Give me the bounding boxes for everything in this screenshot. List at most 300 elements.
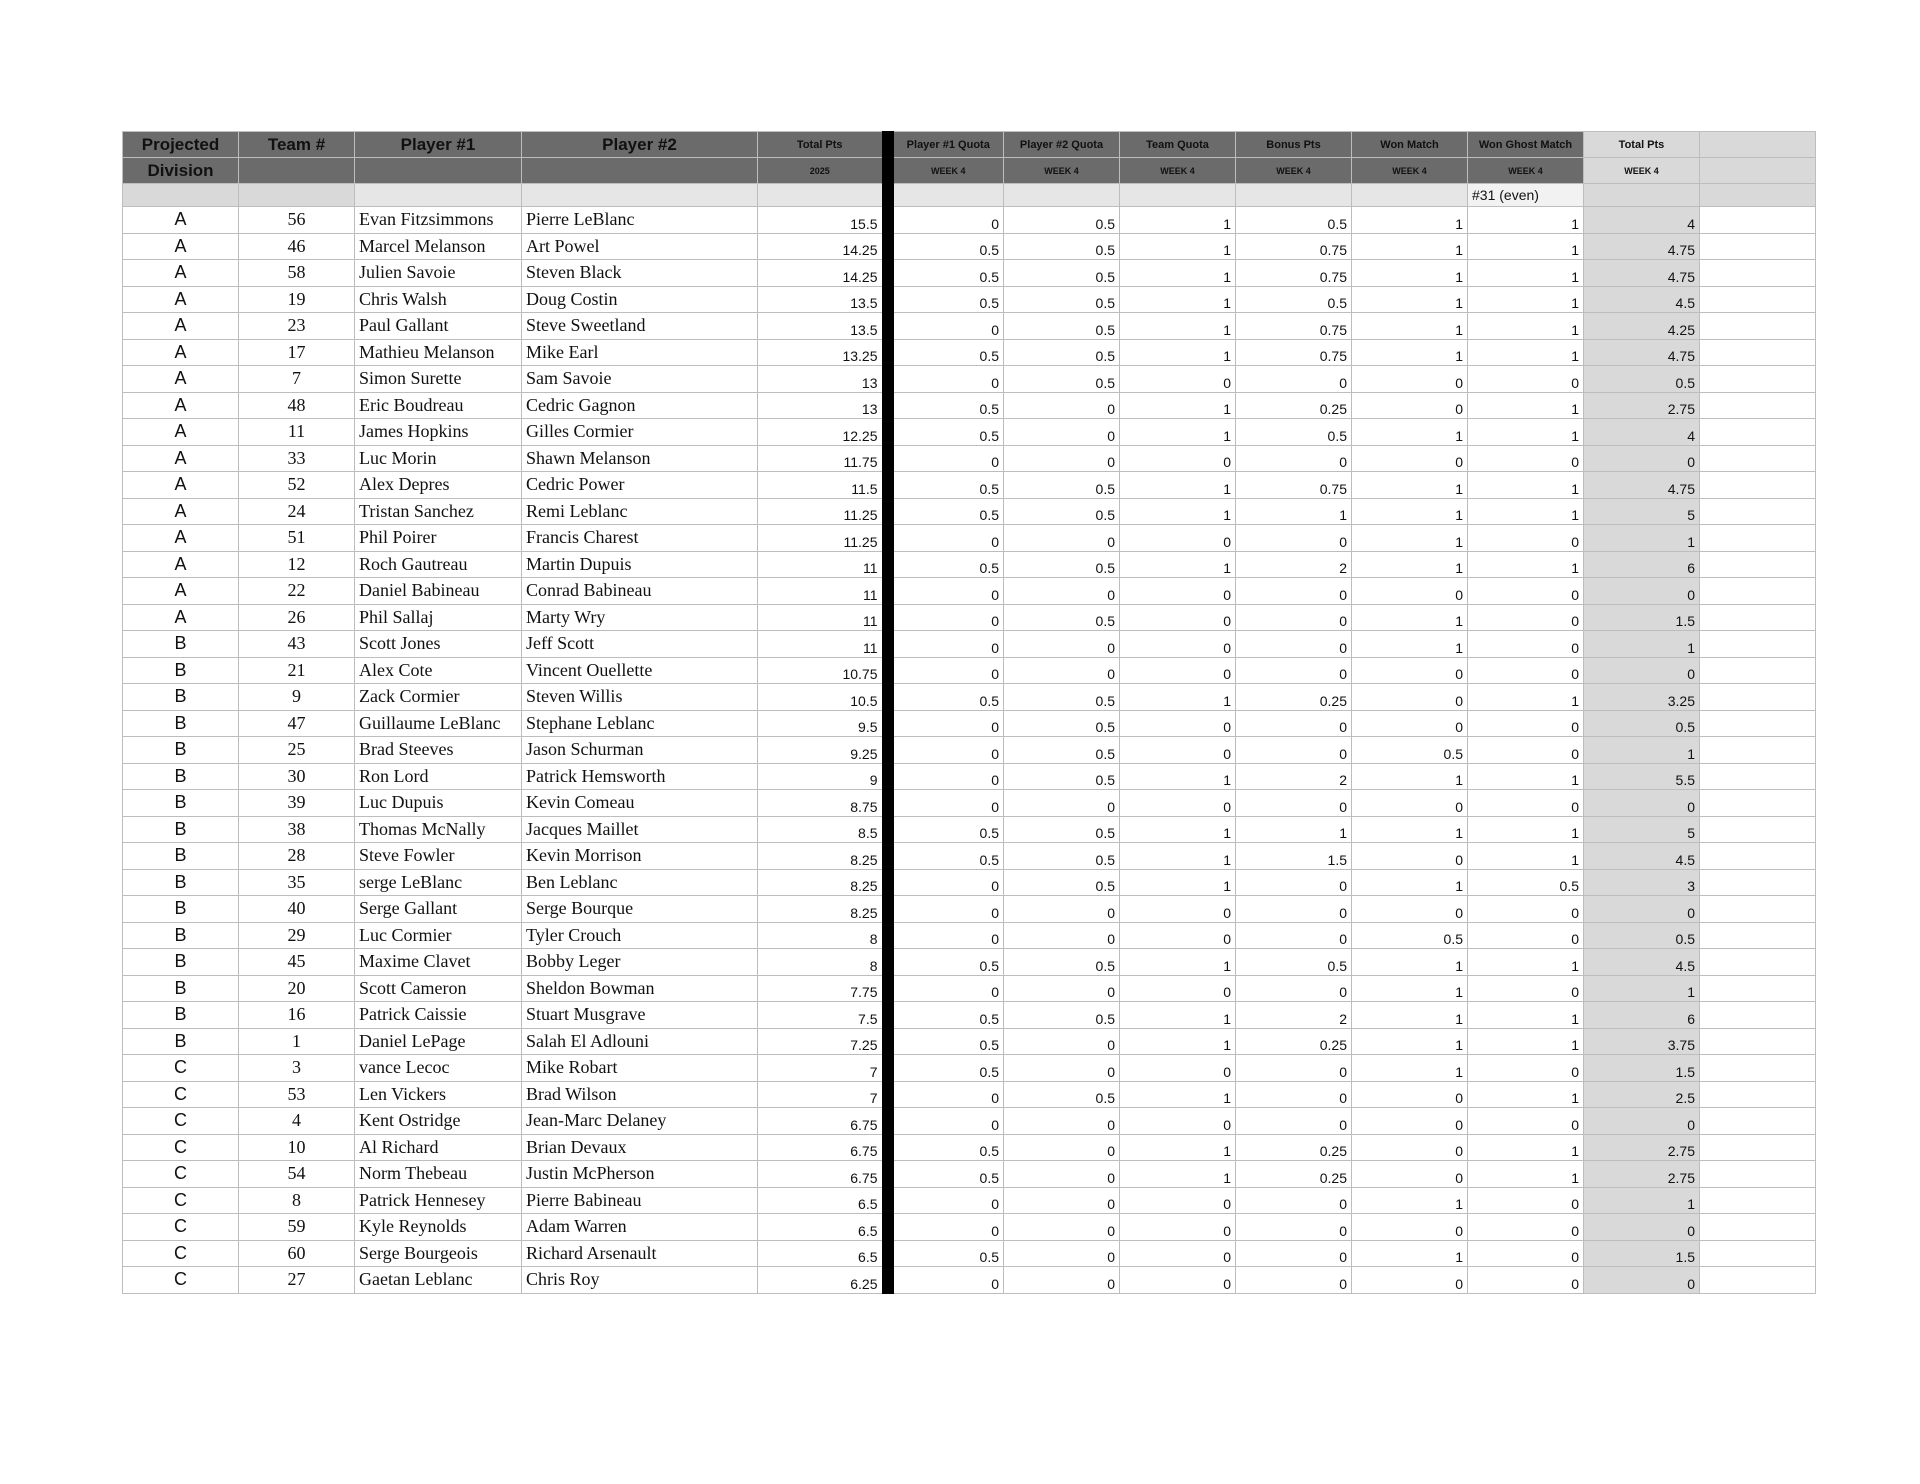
player1-cell: Chris Walsh (355, 286, 522, 313)
won-ghost-cell: 0 (1468, 922, 1584, 949)
p1-quota-cell: 0.5 (888, 1240, 1004, 1267)
table-row (123, 498, 1816, 525)
player1-cell: Kyle Reynolds (355, 1214, 522, 1241)
table-row (123, 445, 1816, 472)
table-row (123, 392, 1816, 419)
table-row (123, 260, 1816, 287)
total-pts-cell: 13.5 (758, 286, 888, 313)
player2-cell: Jacques Maillet (522, 816, 758, 843)
week-total-cell: 3 (1584, 869, 1700, 896)
team-number-cell: 46 (239, 233, 355, 260)
p1-quota-cell: 0 (888, 657, 1004, 684)
won-ghost-cell: 0.5 (1468, 869, 1584, 896)
team-quota-cell: 1 (1120, 419, 1236, 446)
p2-quota-cell: 0 (1004, 419, 1120, 446)
won-ghost-cell: 0 (1468, 1187, 1584, 1214)
week-total-cell: 4.75 (1584, 339, 1700, 366)
division-cell: A (123, 578, 239, 605)
table-row (123, 1134, 1816, 1161)
team-quota-cell: 0 (1120, 1055, 1236, 1082)
ghost-note: #31 (even) (1468, 184, 1584, 207)
player1-cell: Guillaume LeBlanc (355, 710, 522, 737)
table-row (123, 339, 1816, 366)
won-match-cell: 0.5 (1352, 922, 1468, 949)
won-ghost-cell: 1 (1468, 1028, 1584, 1055)
division-cell: C (123, 1267, 239, 1294)
week-total-cell: 0 (1584, 896, 1700, 923)
bonus-pts-cell: 0 (1236, 1267, 1352, 1294)
division-cell: C (123, 1240, 239, 1267)
team-number-cell: 56 (239, 207, 355, 234)
p1-quota-cell: 0.5 (888, 816, 1004, 843)
total-pts-cell: 13 (758, 392, 888, 419)
division-cell: A (123, 392, 239, 419)
p2-quota-cell: 0 (1004, 578, 1120, 605)
table-row (123, 1002, 1816, 1029)
won-match-cell: 0 (1352, 1267, 1468, 1294)
week-total-cell: 1 (1584, 1187, 1700, 1214)
bonus-pts-cell: 0 (1236, 1240, 1352, 1267)
bonus-pts-cell: 0 (1236, 790, 1352, 817)
won-ghost-cell: 0 (1468, 790, 1584, 817)
bonus-pts-cell: 1 (1236, 498, 1352, 525)
division-cell: A (123, 339, 239, 366)
won-match-cell: 0 (1352, 684, 1468, 711)
player2-cell: Remi Leblanc (522, 498, 758, 525)
team-quota-cell: 1 (1120, 1161, 1236, 1188)
projected-header: Projected (123, 132, 239, 158)
empty-cell (1700, 843, 1816, 870)
player2-cell: Kevin Comeau (522, 790, 758, 817)
table-row (123, 684, 1816, 711)
team-number-cell: 60 (239, 1240, 355, 1267)
p2-quota-cell: 0.5 (1004, 260, 1120, 287)
week-total-cell: 0 (1584, 1214, 1700, 1241)
team-quota-cell: 0 (1120, 631, 1236, 658)
player2-cell: Marty Wry (522, 604, 758, 631)
team-number-cell: 54 (239, 1161, 355, 1188)
player2-cell: Jean-Marc Delaney (522, 1108, 758, 1135)
division-cell: B (123, 763, 239, 790)
won-ghost-cell: 0 (1468, 710, 1584, 737)
empty-cell (1700, 1161, 1816, 1188)
p1-quota-cell: 0 (888, 1267, 1004, 1294)
won-match-cell: 0 (1352, 578, 1468, 605)
bonus-pts-cell: 0.25 (1236, 1134, 1352, 1161)
won-match-cell: 1 (1352, 1240, 1468, 1267)
player2-cell: Richard Arsenault (522, 1240, 758, 1267)
player2-cell: Cedric Gagnon (522, 392, 758, 419)
team-number-cell: 38 (239, 816, 355, 843)
bonus-pts-cell: 0 (1236, 975, 1352, 1002)
empty-cell (888, 184, 1004, 207)
bonus-pts-cell: 0.25 (1236, 1161, 1352, 1188)
bonus-pts-cell: 0.75 (1236, 472, 1352, 499)
team-number-cell: 33 (239, 445, 355, 472)
empty-cell (1700, 158, 1816, 184)
team-quota-cell: 1 (1120, 763, 1236, 790)
team-number-cell: 19 (239, 286, 355, 313)
bonus-pts-cell: 0.5 (1236, 207, 1352, 234)
total-pts-cell: 11 (758, 551, 888, 578)
team-quota-cell: 0 (1120, 790, 1236, 817)
team-number-cell: 40 (239, 896, 355, 923)
won-match-cell: 1 (1352, 816, 1468, 843)
p2-quota-cell: 0.5 (1004, 339, 1120, 366)
total-pts-cell: 9 (758, 763, 888, 790)
empty-cell (1700, 1240, 1816, 1267)
p1-quota-cell: 0.5 (888, 1134, 1004, 1161)
empty-cell (1700, 869, 1816, 896)
empty-cell (1700, 1134, 1816, 1161)
total-pts-cell: 8 (758, 922, 888, 949)
team-number-cell: 26 (239, 604, 355, 631)
total-pts-cell: 6.75 (758, 1134, 888, 1161)
empty-cell (522, 158, 758, 184)
p1-quota-cell: 0 (888, 1187, 1004, 1214)
week-total-cell: 2.75 (1584, 1161, 1700, 1188)
division-cell: B (123, 896, 239, 923)
standings-table (122, 131, 1816, 1294)
total-pts-cell: 8.25 (758, 869, 888, 896)
team-number-cell: 17 (239, 339, 355, 366)
total-pts-cell: 11.25 (758, 498, 888, 525)
total-pts-cell: 9.5 (758, 710, 888, 737)
p1-quota-cell: 0.5 (888, 233, 1004, 260)
p2-quota-cell: 0 (1004, 392, 1120, 419)
empty-cell (1236, 184, 1352, 207)
bonus-pts-cell: 0 (1236, 710, 1352, 737)
won-match-cell: 1 (1352, 869, 1468, 896)
won-ghost-cell: 1 (1468, 1081, 1584, 1108)
won-match-cell: 1 (1352, 763, 1468, 790)
total-pts-cell: 11 (758, 631, 888, 658)
player2-cell: Doug Costin (522, 286, 758, 313)
team-number-cell: 39 (239, 790, 355, 817)
p2-quota-cell: 0.5 (1004, 233, 1120, 260)
won-match-cell: 0 (1352, 1214, 1468, 1241)
total-pts-cell: 11 (758, 578, 888, 605)
player2-cell: Cedric Power (522, 472, 758, 499)
won-ghost-cell: 1 (1468, 419, 1584, 446)
table-row (123, 1214, 1816, 1241)
empty-cell (1700, 498, 1816, 525)
empty-cell (1700, 313, 1816, 340)
total-pts-cell: 6.75 (758, 1161, 888, 1188)
player1-cell: Evan Fitzsimmons (355, 207, 522, 234)
table-row (123, 233, 1816, 260)
won-ghost-cell: 1 (1468, 286, 1584, 313)
total-pts-cell: 7 (758, 1055, 888, 1082)
total-pts-cell: 11 (758, 604, 888, 631)
empty-cell (1700, 260, 1816, 287)
bonus-pts-cell: 0 (1236, 366, 1352, 393)
table-row (123, 763, 1816, 790)
won-match-cell: 1 (1352, 631, 1468, 658)
won-match-cell: 1 (1352, 419, 1468, 446)
won-ghost-cell: 1 (1468, 763, 1584, 790)
bonus-pts-cell: 0 (1236, 1187, 1352, 1214)
week-total-cell: 5 (1584, 816, 1700, 843)
week-label: WEEK 4 (1120, 158, 1236, 184)
bonus-pts-cell: 0.25 (1236, 1028, 1352, 1055)
won-ghost-cell: 1 (1468, 1002, 1584, 1029)
p2-quota-cell: 0 (1004, 1214, 1120, 1241)
player1-cell: Norm Thebeau (355, 1161, 522, 1188)
total-pts-cell: 15.5 (758, 207, 888, 234)
p2-quota-cell: 0.5 (1004, 869, 1120, 896)
won-ghost-cell: 0 (1468, 737, 1584, 764)
player2-cell: Adam Warren (522, 1214, 758, 1241)
division-cell: B (123, 949, 239, 976)
team-quota-cell: 0 (1120, 975, 1236, 1002)
bonus-pts-cell: 0 (1236, 604, 1352, 631)
p1-quota-cell: 0 (888, 975, 1004, 1002)
p1-quota-cell: 0 (888, 1108, 1004, 1135)
player1-cell: Thomas McNally (355, 816, 522, 843)
empty-cell (1700, 366, 1816, 393)
p2-quota-cell: 0.5 (1004, 286, 1120, 313)
empty-cell (355, 184, 522, 207)
division-cell: B (123, 737, 239, 764)
empty-cell (1700, 525, 1816, 552)
won-ghost-cell: 1 (1468, 233, 1584, 260)
won-ghost-cell: 1 (1468, 949, 1584, 976)
division-cell: B (123, 631, 239, 658)
p1-quota-cell: 0.5 (888, 339, 1004, 366)
p1-quota-cell: 0.5 (888, 472, 1004, 499)
p2-quota-cell: 0 (1004, 631, 1120, 658)
won-ghost-cell: 1 (1468, 1161, 1584, 1188)
team-number-cell: 7 (239, 366, 355, 393)
empty-cell (1352, 184, 1468, 207)
table-row (123, 790, 1816, 817)
p1-quota-cell: 0 (888, 631, 1004, 658)
won-ghost-cell: 0 (1468, 1214, 1584, 1241)
team-number-cell: 8 (239, 1187, 355, 1214)
p2-quota-cell: 0 (1004, 922, 1120, 949)
p2-quota-cell: 0 (1004, 445, 1120, 472)
total-pts-cell: 14.25 (758, 260, 888, 287)
player2-cell: Vincent Ouellette (522, 657, 758, 684)
p1-quota-cell: 0.5 (888, 1055, 1004, 1082)
week-label: WEEK 4 (1236, 158, 1352, 184)
team-quota-cell: 0 (1120, 1187, 1236, 1214)
player2-cell: Mike Earl (522, 339, 758, 366)
bonus-pts-cell: 0 (1236, 1108, 1352, 1135)
total-pts-header: Total Pts (758, 132, 888, 158)
empty-cell (1700, 132, 1816, 158)
p2-quota-cell: 0 (1004, 1134, 1120, 1161)
player2-cell: Chris Roy (522, 1267, 758, 1294)
player1-cell: Alex Cote (355, 657, 522, 684)
division-cell: B (123, 684, 239, 711)
total-pts-cell: 10.5 (758, 684, 888, 711)
week-total-cell: 4.75 (1584, 260, 1700, 287)
team-number-cell: 45 (239, 949, 355, 976)
team-quota-cell: 0 (1120, 1267, 1236, 1294)
won-ghost-cell: 0 (1468, 1108, 1584, 1135)
week-total-cell: 4.5 (1584, 286, 1700, 313)
player1-cell: Phil Sallaj (355, 604, 522, 631)
table-row (123, 843, 1816, 870)
division-cell: B (123, 843, 239, 870)
won-ghost-cell: 1 (1468, 551, 1584, 578)
p1-quota-cell: 0 (888, 313, 1004, 340)
week-total-cell: 4 (1584, 419, 1700, 446)
p1-quota-cell: 0.5 (888, 551, 1004, 578)
division-cell: B (123, 657, 239, 684)
player2-cell: Art Powel (522, 233, 758, 260)
week-total-cell: 0 (1584, 578, 1700, 605)
won-match-cell: 1 (1352, 1028, 1468, 1055)
won-match-cell: 0 (1352, 445, 1468, 472)
division-cell: A (123, 286, 239, 313)
week-label: WEEK 4 (888, 158, 1004, 184)
table-row (123, 472, 1816, 499)
empty-cell (1700, 1081, 1816, 1108)
won-ghost-cell: 1 (1468, 684, 1584, 711)
player2-cell: Mike Robart (522, 1055, 758, 1082)
won-ghost-cell: 1 (1468, 498, 1584, 525)
table-row (123, 949, 1816, 976)
won-ghost-cell: 1 (1468, 313, 1584, 340)
empty-cell (1700, 339, 1816, 366)
total-pts-cell: 11.5 (758, 472, 888, 499)
player2-cell: Bobby Leger (522, 949, 758, 976)
won-match-cell: 0 (1352, 657, 1468, 684)
p1-quota-cell: 0 (888, 790, 1004, 817)
p2-quota-cell: 0.5 (1004, 313, 1120, 340)
player2-cell: Steve Sweetland (522, 313, 758, 340)
total-pts-cell: 14.25 (758, 233, 888, 260)
table-row (123, 816, 1816, 843)
won-ghost-cell: 0 (1468, 631, 1584, 658)
table-row (123, 1267, 1816, 1294)
division-cell: A (123, 419, 239, 446)
team-number-cell: 22 (239, 578, 355, 605)
empty-cell (1700, 1267, 1816, 1294)
total-pts-cell: 11.75 (758, 445, 888, 472)
team-number-cell: 21 (239, 657, 355, 684)
week-total-cell: 3.25 (1584, 684, 1700, 711)
division-cell: C (123, 1081, 239, 1108)
won-match-cell: 1 (1352, 498, 1468, 525)
week-total-cell: 1 (1584, 975, 1700, 1002)
week-total-cell: 0 (1584, 445, 1700, 472)
team-quota-cell: 0 (1120, 737, 1236, 764)
week-label: WEEK 4 (1352, 158, 1468, 184)
team-number-cell: 27 (239, 1267, 355, 1294)
empty-cell (1700, 604, 1816, 631)
team-quota-cell: 1 (1120, 816, 1236, 843)
p2-quota-cell: 0.5 (1004, 737, 1120, 764)
player1-cell: Patrick Caissie (355, 1002, 522, 1029)
week-total-cell: 3.75 (1584, 1028, 1700, 1055)
total-pts-cell: 13 (758, 366, 888, 393)
won-match-cell: 1 (1352, 1055, 1468, 1082)
p2-quota-cell: 0.5 (1004, 498, 1120, 525)
table-row (123, 551, 1816, 578)
bonus-pts-cell: 0 (1236, 1055, 1352, 1082)
bonus-pts-cell: 2 (1236, 1002, 1352, 1029)
won-ghost-cell: 0 (1468, 975, 1584, 1002)
total-pts-cell: 7 (758, 1081, 888, 1108)
player1-cell: Luc Dupuis (355, 790, 522, 817)
bonus-pts-cell: 0 (1236, 869, 1352, 896)
p1-quota-cell: 0 (888, 445, 1004, 472)
player2-cell: Conrad Babineau (522, 578, 758, 605)
p1-quota-cell: 0.5 (888, 949, 1004, 976)
week-label: WEEK 4 (1004, 158, 1120, 184)
team-number-cell: 1 (239, 1028, 355, 1055)
team-quota-cell: 1 (1120, 551, 1236, 578)
won-ghost-cell: 1 (1468, 207, 1584, 234)
p2-quota-cell: 0.5 (1004, 763, 1120, 790)
table-row (123, 631, 1816, 658)
player1-cell: Julien Savoie (355, 260, 522, 287)
won-match-cell: 1 (1352, 472, 1468, 499)
empty-cell (1700, 286, 1816, 313)
p2-quota-cell: 0.5 (1004, 1002, 1120, 1029)
p2-quota-cell: 0 (1004, 657, 1120, 684)
won-match-cell: 0 (1352, 392, 1468, 419)
bonus-pts-cell: 0 (1236, 896, 1352, 923)
player2-cell: Tyler Crouch (522, 922, 758, 949)
player1-cell: serge LeBlanc (355, 869, 522, 896)
player1-cell: Paul Gallant (355, 313, 522, 340)
week-total-cell: 2.75 (1584, 1134, 1700, 1161)
player2-cell: Patrick Hemsworth (522, 763, 758, 790)
week-total-cell: 2.5 (1584, 1081, 1700, 1108)
won-ghost-cell: 0 (1468, 657, 1584, 684)
won-match-cell: 0 (1352, 790, 1468, 817)
table-row (123, 710, 1816, 737)
empty-cell (758, 184, 888, 207)
week-total-cell: 4.25 (1584, 313, 1700, 340)
won-ghost-cell: 1 (1468, 472, 1584, 499)
won-match-cell: 1 (1352, 1187, 1468, 1214)
p1-quota-cell: 0 (888, 1214, 1004, 1241)
table-row (123, 604, 1816, 631)
team-number-cell: 29 (239, 922, 355, 949)
team-quota-cell: 0 (1120, 445, 1236, 472)
week-total-cell: 4.75 (1584, 472, 1700, 499)
team-number-cell: 53 (239, 1081, 355, 1108)
p2-quota-cell: 0.5 (1004, 551, 1120, 578)
week-total-cell: 1 (1584, 525, 1700, 552)
empty-cell (1700, 578, 1816, 605)
week-total-cell: 6 (1584, 551, 1700, 578)
player2-cell: Stuart Musgrave (522, 1002, 758, 1029)
team-quota-cell: 0 (1120, 922, 1236, 949)
table-row (123, 286, 1816, 313)
team-number-cell: 9 (239, 684, 355, 711)
division-cell: A (123, 551, 239, 578)
empty-cell (1700, 1028, 1816, 1055)
empty-cell (1700, 684, 1816, 711)
table-row (123, 975, 1816, 1002)
total-pts-cell: 12.25 (758, 419, 888, 446)
table-row (123, 419, 1816, 446)
division-cell: A (123, 366, 239, 393)
team-number-cell: 20 (239, 975, 355, 1002)
p2-quota-cell: 0.5 (1004, 366, 1120, 393)
team-number-cell: 24 (239, 498, 355, 525)
week-total-cell: 0 (1584, 657, 1700, 684)
won-match-cell: 0 (1352, 1108, 1468, 1135)
division-cell: B (123, 1002, 239, 1029)
